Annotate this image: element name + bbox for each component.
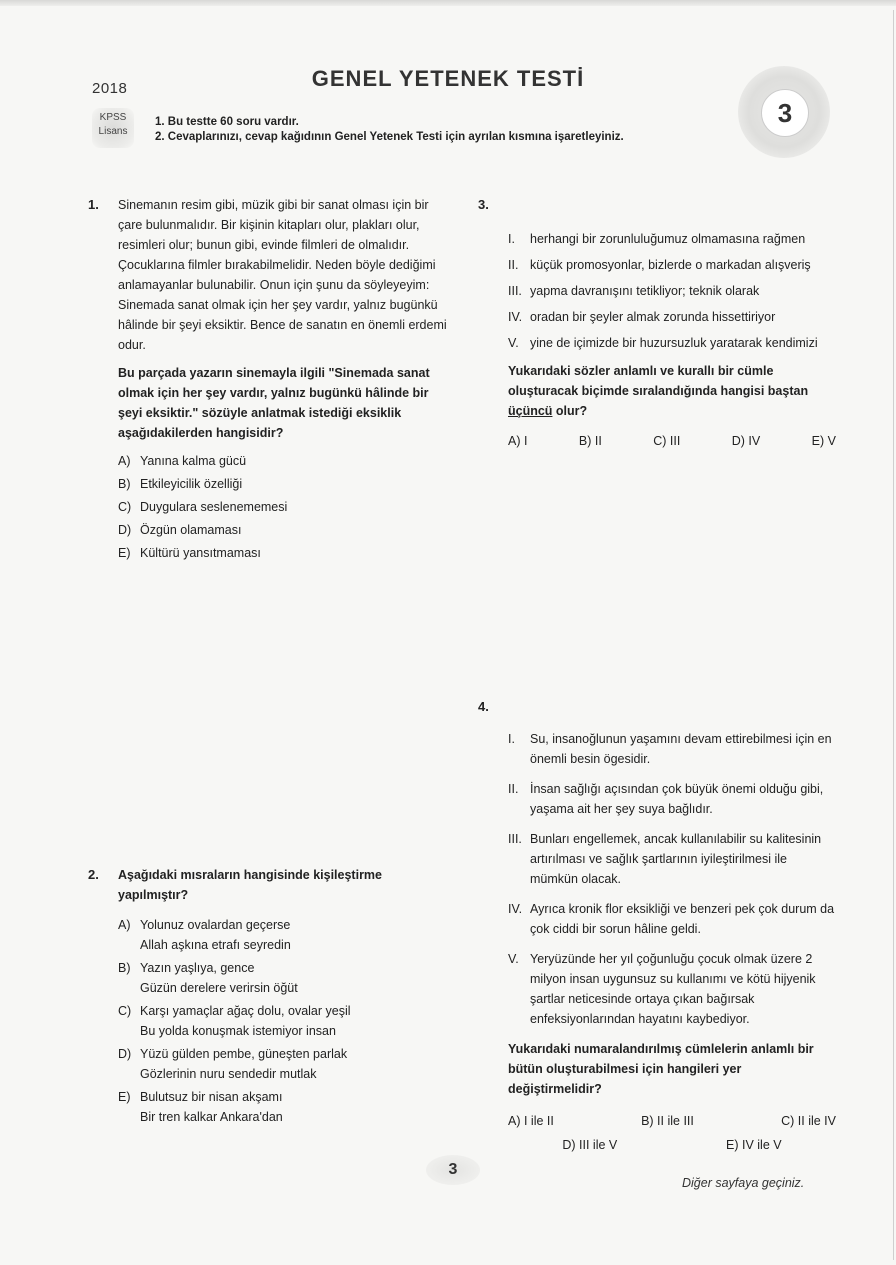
item-4 — [508, 307, 836, 327]
item-5 — [508, 949, 836, 1029]
verse-line-2: Güzün derelere verirsin öğüt — [140, 981, 298, 995]
item-text: küçük promosyonlar, bizlerde o markadan alışveriş — [530, 258, 811, 272]
next-page-note: Diğer sayfaya geçiniz. — [682, 1176, 805, 1190]
option-b[interactable]: B) II — [578, 434, 602, 448]
item-text: Bunları engellemek, ancak kullanılabilir su kalitesinin artırılması ve sağlık şartlarının iyileştirilmesi ile mümkün olacak. — [530, 832, 822, 886]
item-text: Su, insanoğlunun yaşamını devam ettirebilmesi için en önemli besin ögesidir. — [530, 732, 832, 766]
option-b[interactable] — [118, 474, 448, 494]
item-text: herhangi bir zorunluluğumuz olmamasına rağmen — [530, 232, 806, 246]
option-text: Duygulara seslenememesi — [140, 500, 288, 514]
option-c[interactable]: C) III — [653, 434, 681, 448]
option-d[interactable] — [118, 520, 448, 540]
verse-line-1: Yazın yaşlıya, gence — [140, 961, 255, 975]
option-c[interactable] — [118, 497, 448, 517]
kpss-lisans-badge — [92, 108, 134, 148]
item-key: III. — [508, 832, 522, 846]
option-a[interactable]: A) I ile II — [508, 1114, 554, 1128]
item-key: I. — [508, 732, 515, 746]
verse-line-2: Allah aşkına etrafı seyredin — [140, 938, 291, 952]
item-key: III. — [508, 284, 522, 298]
option-list — [118, 915, 448, 1127]
option-key: E) — [118, 1090, 131, 1104]
item-3 — [508, 829, 836, 889]
verse-line-1: Yolunuz ovalardan geçerse — [140, 918, 291, 932]
option-key: A) — [118, 918, 131, 932]
stem-underlined: üçüncü — [508, 404, 553, 418]
answer-row-2 — [508, 1135, 836, 1155]
right-rule — [893, 10, 894, 1260]
instruction-1: 1. Bu testte 60 soru vardır. — [155, 116, 299, 128]
option-key: A) — [118, 454, 131, 468]
verse-line-1: Yüzü gülden pembe, güneşten parlak — [140, 1047, 348, 1061]
option-c[interactable]: C) II ile IV — [781, 1114, 836, 1128]
question-number: 1. — [88, 197, 99, 212]
item-2 — [508, 779, 836, 819]
stem-part-2: olur? — [552, 404, 588, 418]
test-number-badge — [738, 66, 830, 158]
top-border — [0, 0, 896, 6]
option-e[interactable]: E) V — [811, 434, 836, 448]
option-key: C) — [118, 500, 132, 514]
year-label: 2018 — [92, 80, 128, 97]
verse-line-1: Bulutsuz bir nisan akşamı — [140, 1090, 283, 1104]
question-stem — [508, 361, 836, 421]
item-5 — [508, 333, 836, 353]
option-b[interactable]: B) II ile III — [641, 1114, 694, 1128]
stem-part-1: Yukarıdaki sözler anlamlı ve kurallı bir cümle oluşturacak biçimde sıralandığında hangisi baştan — [508, 364, 809, 398]
option-e[interactable] — [118, 1087, 448, 1127]
option-key: D) — [118, 1047, 132, 1061]
option-text: Özgün olamaması — [140, 523, 242, 537]
question-3 — [478, 195, 836, 451]
item-1 — [508, 729, 836, 769]
verse-line-1: Karşı yamaçlar ağaç dolu, ovalar yeşil — [140, 1004, 351, 1018]
item-key: V. — [508, 952, 519, 966]
item-4 — [508, 899, 836, 939]
option-key: B) — [118, 477, 131, 491]
question-4 — [478, 697, 836, 1155]
option-a[interactable]: A) I — [508, 434, 528, 448]
item-text: yine de içimizde bir huzursuzluk yaratarak kendimizi — [530, 336, 818, 350]
verse-line-2: Gözlerinin nuru sendedir mutlak — [140, 1067, 317, 1081]
question-stem: Bu parçada yazarın sinemayla ilgili "Sinemada sanat olmak için her şey vardır, yalnız bugünkü hâlinde bir şeyi eksiktir." sözüyle anlatmak istediği eksiklik aşağıdakilerden hangisidir? — [118, 366, 430, 440]
verse-line-2: Bir tren kalkar Ankara'dan — [140, 1110, 283, 1124]
page-title: GENEL YETENEK TESTİ — [311, 66, 585, 91]
option-key: D) — [118, 523, 132, 537]
option-key: E) — [118, 546, 131, 560]
item-text: yapma davranışını tetikliyor; teknik olarak — [530, 284, 760, 298]
option-text: Yanına kalma gücü — [140, 454, 247, 468]
item-key: IV. — [508, 902, 523, 916]
page-number: 3 — [426, 1155, 480, 1185]
option-list — [118, 451, 448, 563]
verse-line-2: Bu yolda konuşmak istemiyor insan — [140, 1024, 336, 1038]
option-e[interactable] — [118, 543, 448, 563]
option-key: C) — [118, 1004, 132, 1018]
question-stem: Aşağıdaki mısraların hangisinde kişileştirme yapılmıştır? — [118, 868, 382, 902]
question-1 — [88, 195, 448, 566]
badge-line-1: KPSS — [99, 112, 127, 123]
item-key: V. — [508, 336, 519, 350]
option-d[interactable] — [118, 1044, 448, 1084]
item-text: İnsan sağlığı açısından çok büyük önemi olduğu gibi, yaşama ait her şey suya bağlıdır. — [530, 782, 824, 816]
item-3 — [508, 281, 836, 301]
option-b[interactable] — [118, 958, 448, 998]
question-number: 3. — [478, 197, 489, 212]
option-d[interactable]: D) III ile V — [562, 1138, 618, 1152]
option-a[interactable] — [118, 915, 448, 955]
item-1 — [508, 229, 836, 249]
option-d[interactable]: D) IV — [731, 434, 761, 448]
item-key: IV. — [508, 310, 523, 324]
option-e[interactable]: E) IV ile V — [726, 1138, 782, 1152]
option-text: Etkileyicilik özelliği — [140, 477, 243, 491]
item-text: Yeryüzünde her yıl çoğunluğu çocuk olmak üzere 2 milyon insan uygunsuz su kullanımı ve kötü hijyenik şartlar neticesinde ortaya çıkan bağırsak enfeksiyonlarından hayatını kaybediyor. — [530, 952, 816, 1026]
instruction-2: 2. Cevaplarınızı, cevap kağıdının Genel Yetenek Testi için ayrılan kısmına işaretleyiniz. — [155, 131, 624, 143]
item-2 — [508, 255, 836, 275]
item-key: I. — [508, 232, 515, 246]
option-key: B) — [118, 961, 131, 975]
answer-row-1 — [508, 1111, 836, 1131]
question-passage: Sinemanın resim gibi, müzik gibi bir sanat olması için bir çare bulunmalıdır. Bir kişinin kitapları olur, plakları olur, resimleri olur; bunun gibi, evinde filmleri de olmalıdır. Çocuklarına filmler bırakabilmelidir. Neden böyle dediğimi anlamayanlar bulunabilir. Onun için şunu da söyleyeyim: Sinemada sanat olmak için her şey vardır, yalnız bugünkü hâlinde bir şeyi eksiktir. Bence de sanatın en önemli erdemi odur. — [118, 198, 447, 352]
option-c[interactable] — [118, 1001, 448, 1041]
instructions — [155, 115, 624, 145]
question-stem: Yukarıdaki numaralandırılmış cümlelerin anlamlı bir bütün oluşturabilmesi için hangileri yer değiştirmelidir? — [508, 1042, 814, 1096]
question-2 — [88, 865, 448, 1130]
badge-line-2: Lisans — [98, 126, 128, 137]
test-number: 3 — [761, 89, 809, 137]
item-key: II. — [508, 258, 519, 272]
option-text: Kültürü yansıtmaması — [140, 546, 261, 560]
option-a[interactable] — [118, 451, 448, 471]
item-text: oradan bir şeyler almak zorunda hissettiriyor — [530, 310, 776, 324]
item-text: Ayrıca kronik flor eksikliği ve benzeri pek çok durum da çok ciddi bir sorun hâline geldi. — [530, 902, 835, 936]
answer-row — [508, 431, 836, 451]
question-number: 4. — [478, 699, 489, 714]
item-key: II. — [508, 782, 519, 796]
question-number: 2. — [88, 867, 99, 882]
